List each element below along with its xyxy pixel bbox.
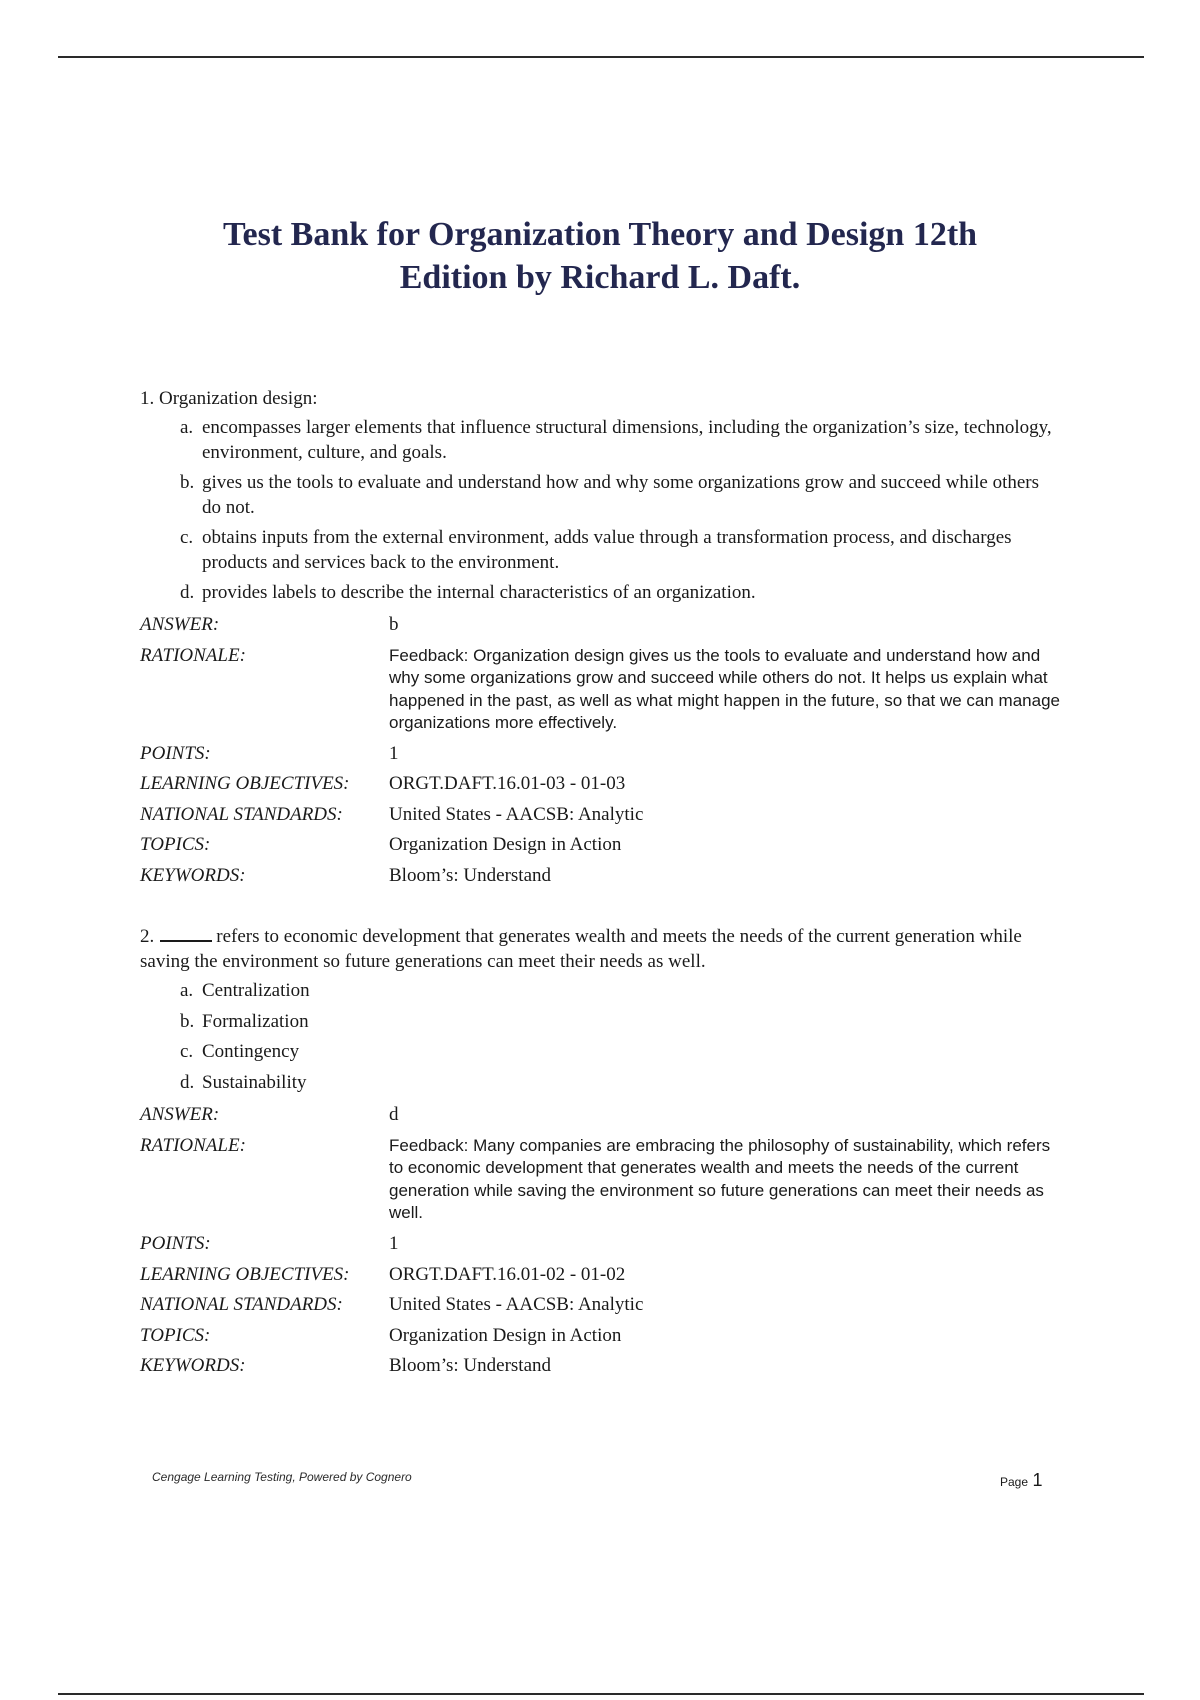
points-value: 1 — [389, 1232, 399, 1254]
option-letter: a. — [180, 417, 194, 438]
topics-row — [140, 830, 1060, 861]
option-letter: a. — [180, 980, 194, 1001]
option-b — [140, 1009, 1060, 1034]
title-line-2: Edition by Richard L. Daft. — [399, 259, 801, 296]
question-text: refers to economic development that generates wealth and meets the needs of the current generation while saving the environment so future generations can meet their needs as well. — [140, 926, 1022, 972]
points-label: POINTS: — [140, 742, 211, 764]
national-standards-row — [140, 1290, 1060, 1321]
title-line-1: Test Bank for Organization Theory and Design 12th — [222, 216, 978, 253]
keywords-value: Bloom’s: Understand — [389, 864, 552, 886]
option-letter: b. — [180, 1010, 195, 1032]
answer-row — [140, 610, 1060, 641]
option-letter: d. — [180, 582, 195, 603]
answer-value: d — [389, 1104, 399, 1126]
learning-objectives-row — [140, 1260, 1060, 1291]
page-word: Page — [1000, 1475, 1029, 1489]
rationale-label: RATIONALE: — [140, 644, 246, 666]
option-letter: b. — [180, 472, 195, 493]
option-text: encompasses larger elements that influence structural dimensions, including the organization’s size, technology, environment, culture, and goals. — [202, 417, 1052, 463]
topics-label: TOPICS: — [140, 834, 211, 856]
learning-objectives-value: ORGT.DAFT.16.01-03 - 01-03 — [389, 773, 626, 795]
option-text: provides labels to describe the internal characteristics of an organization. — [202, 582, 756, 603]
learning-objectives-value: ORGT.DAFT.16.01-02 - 01-02 — [389, 1263, 626, 1285]
option-text: Formalization — [202, 1010, 309, 1032]
question-2 — [140, 924, 1060, 1382]
option-b — [140, 470, 1060, 520]
option-letter: d. — [180, 1071, 195, 1093]
points-label: POINTS: — [140, 1232, 211, 1254]
points-value: 1 — [389, 742, 399, 764]
rationale-value: Feedback: Organization design gives us the tools to evaluate and understand how and why some organizations grow and succeed while others do not. It helps us explain what happened in the past, as well as what might happen in the future, so that we can manage organizations more effectively. — [389, 645, 1060, 733]
option-letter: c. — [180, 527, 194, 548]
keywords-value: Bloom’s: Understand — [389, 1355, 552, 1377]
points-row — [140, 1229, 1060, 1260]
keywords-label: KEYWORDS: — [140, 864, 246, 886]
learning-objectives-label: LEARNING OBJECTIVES: — [140, 1263, 350, 1285]
option-text: gives us the tools to evaluate and understand how and why some organizations grow and succeed while others do not. — [202, 472, 1040, 518]
answer-label: ANSWER: — [140, 614, 220, 635]
answer-label: ANSWER: — [140, 1104, 220, 1126]
option-d — [140, 1070, 1060, 1095]
rationale-label: RATIONALE: — [140, 1134, 246, 1156]
national-standards-label: NATIONAL STANDARDS: — [140, 803, 343, 825]
keywords-row — [140, 861, 1060, 892]
question-1 — [140, 386, 1060, 892]
national-standards-row — [140, 800, 1060, 831]
option-c — [140, 1039, 1060, 1064]
keywords-label: KEYWORDS: — [140, 1355, 246, 1377]
question-stem — [140, 386, 1060, 411]
option-d — [140, 580, 1060, 605]
question-number: 1. — [140, 388, 155, 409]
question-text: Organization design: — [159, 388, 318, 409]
option-letter: c. — [180, 1041, 194, 1063]
fill-in-blank — [160, 924, 212, 942]
question-number: 2. — [140, 926, 155, 947]
topics-label: TOPICS: — [140, 1324, 211, 1346]
option-a — [140, 978, 1060, 1003]
learning-objectives-row — [140, 769, 1060, 800]
footer-publisher: Cengage Learning Testing, Powered by Cognero — [152, 1470, 412, 1484]
option-text: Sustainability — [202, 1071, 307, 1093]
page-number: 1 — [1032, 1470, 1043, 1490]
points-row — [140, 739, 1060, 770]
option-a — [140, 415, 1060, 465]
footer-page-indicator — [1000, 1470, 1043, 1491]
national-standards-value: United States - AACSB: Analytic — [389, 803, 644, 825]
topics-value: Organization Design in Action — [389, 1324, 622, 1346]
topics-value: Organization Design in Action — [389, 834, 622, 856]
answer-value: b — [389, 614, 399, 635]
question-metadata — [140, 1100, 1060, 1382]
rationale-row — [140, 1131, 1060, 1229]
keywords-row — [140, 1351, 1060, 1382]
option-c — [140, 525, 1060, 575]
answer-options — [140, 978, 1060, 1095]
answer-options — [140, 415, 1060, 605]
rationale-value: Feedback: Many companies are embracing the philosophy of sustainability, which refers to economic development that generates wealth and meets the needs of the current generation while saving the environment so future generations can meet their needs as well. — [389, 1135, 1051, 1223]
document-title — [120, 213, 1080, 299]
option-text: Contingency — [202, 1041, 300, 1063]
bottom-rule — [58, 1693, 1144, 1695]
option-text: obtains inputs from the external environment, adds value through a transformation process, and discharges products and services back to the environment. — [202, 527, 1012, 573]
option-text: Centralization — [202, 980, 310, 1001]
national-standards-label: NATIONAL STANDARDS: — [140, 1294, 343, 1316]
question-stem — [140, 924, 1060, 974]
question-metadata — [140, 610, 1060, 892]
rationale-row — [140, 641, 1060, 739]
learning-objectives-label: LEARNING OBJECTIVES: — [140, 773, 350, 795]
answer-row — [140, 1100, 1060, 1131]
national-standards-value: United States - AACSB: Analytic — [389, 1294, 644, 1316]
top-rule — [58, 56, 1144, 58]
topics-row — [140, 1321, 1060, 1352]
